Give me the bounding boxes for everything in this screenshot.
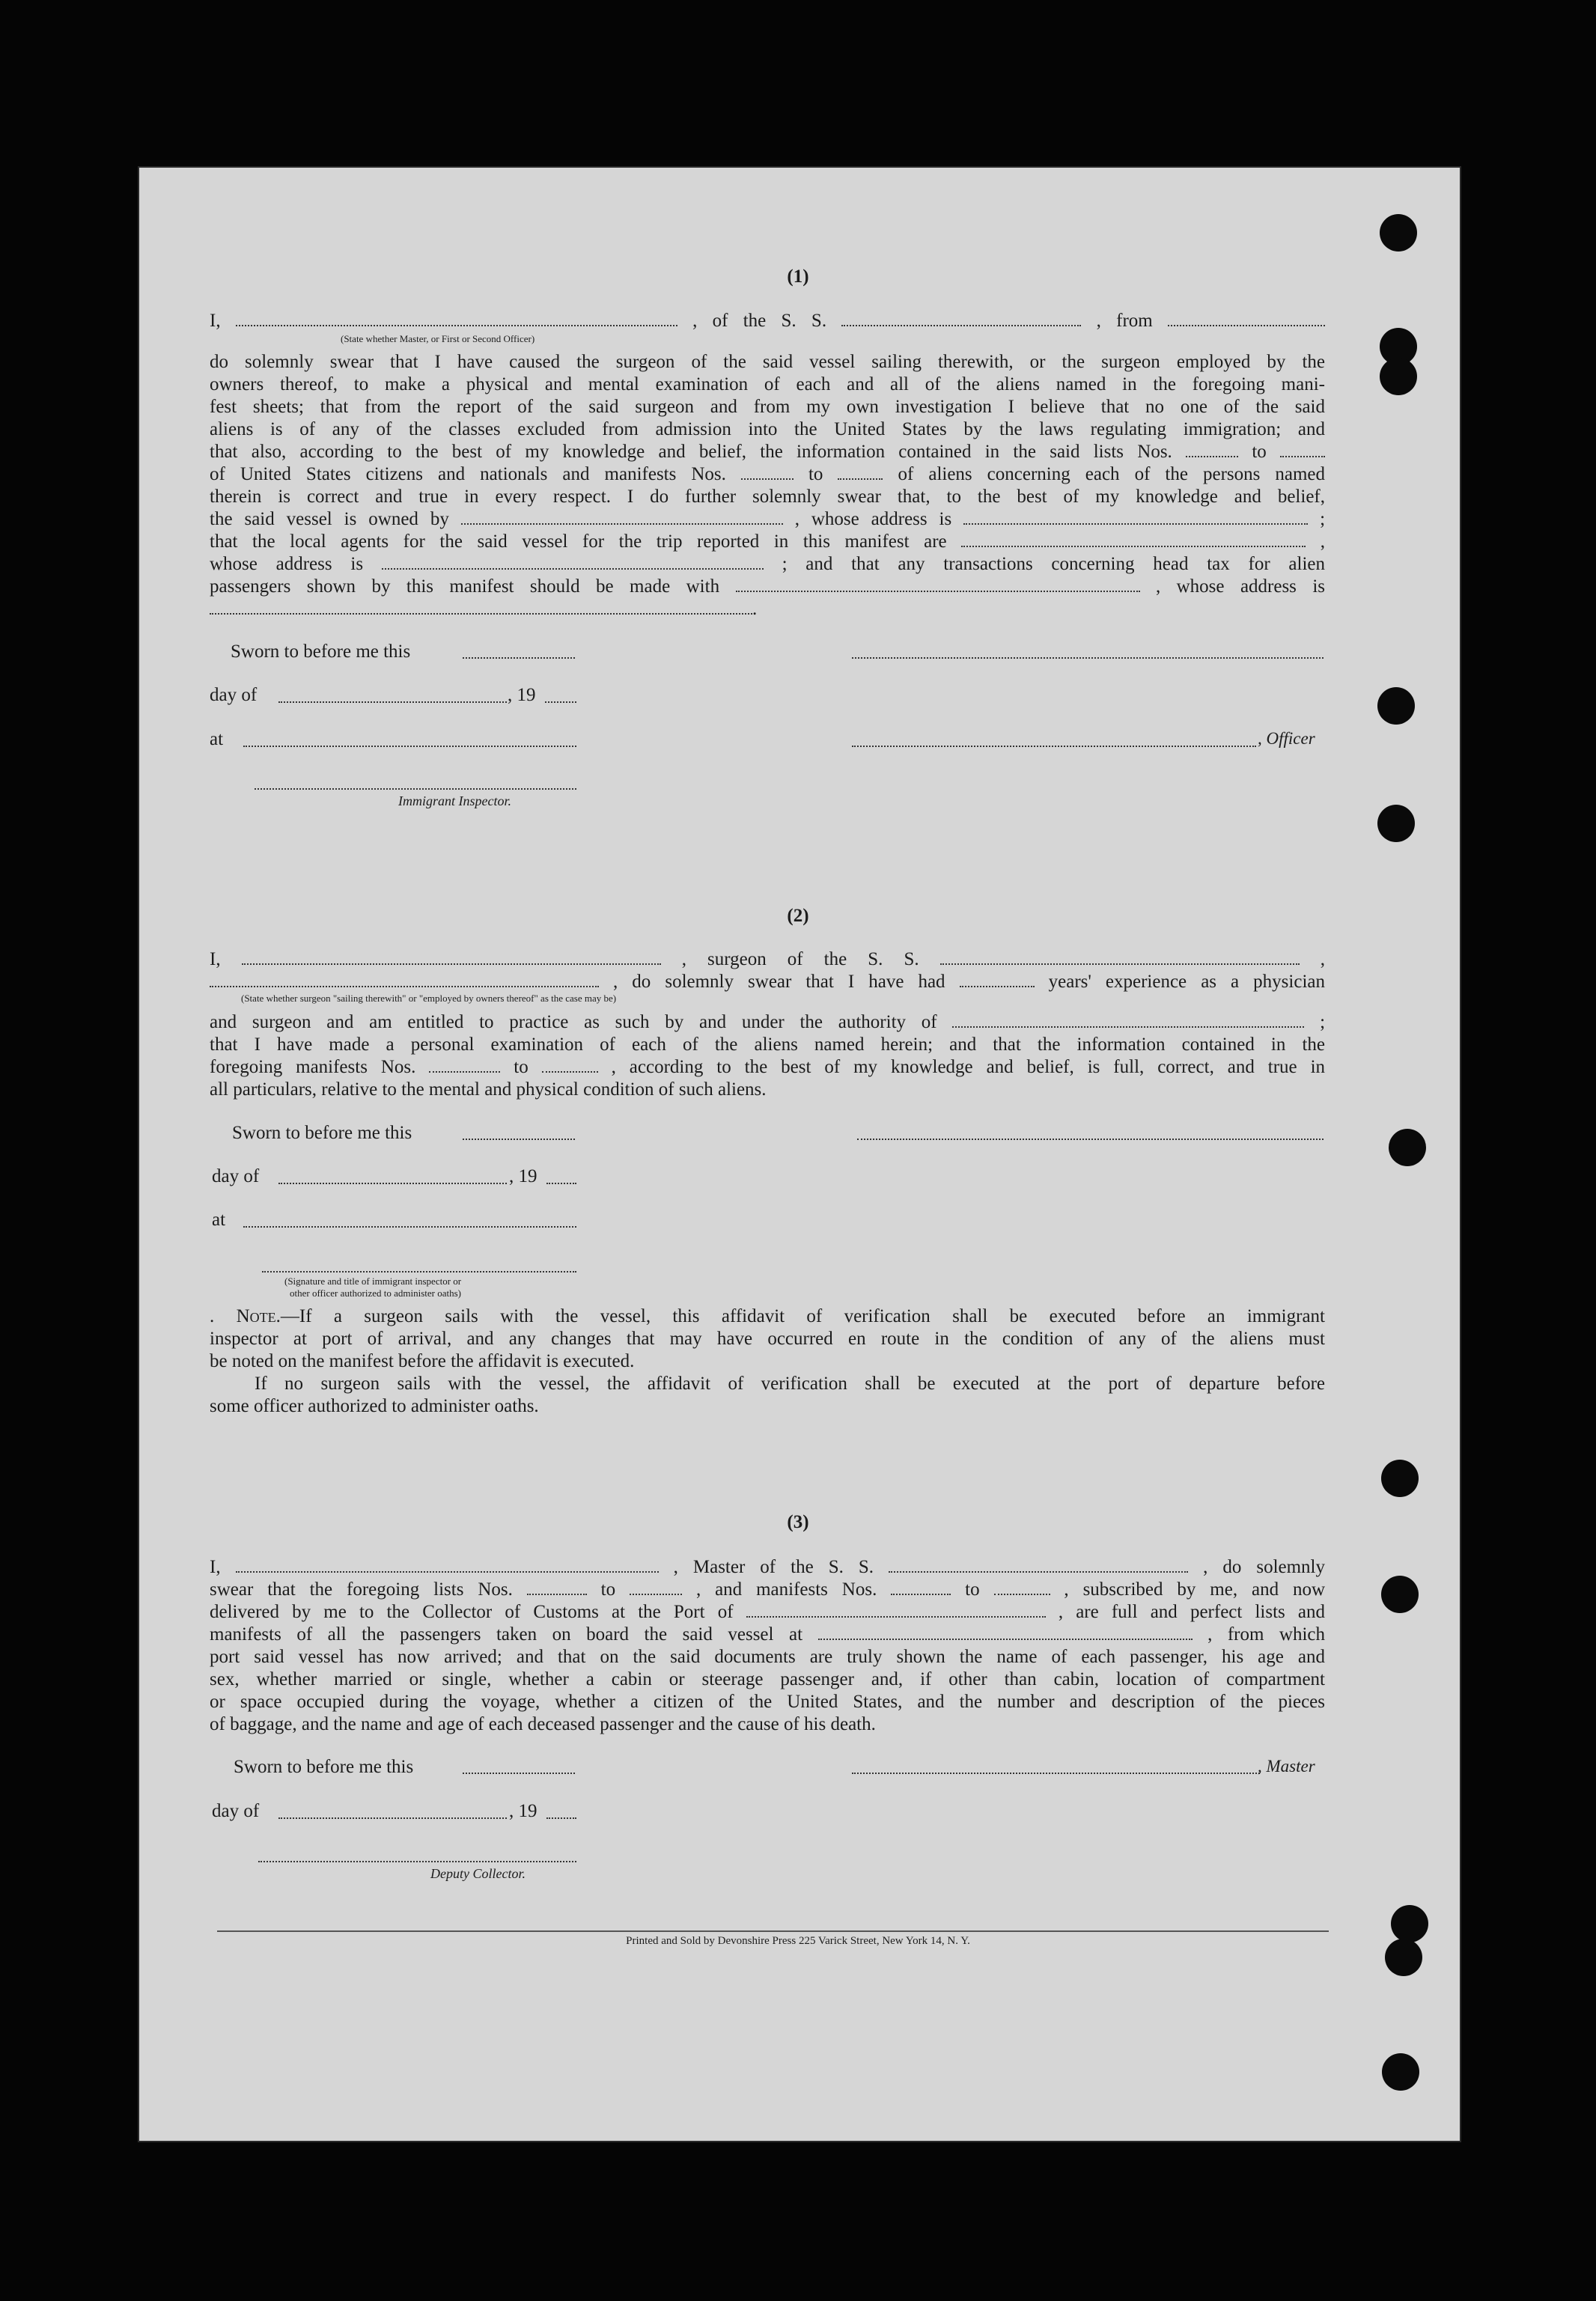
section-1-headtax-line: passengers shown by this manifest should be made with , whose address is [210,576,1326,597]
sworn-label: Sworn to before me this [231,641,411,662]
years-field[interactable] [960,972,1035,987]
section-1-number: (1) [787,266,809,287]
inspector-line[interactable] [262,1271,576,1273]
punch-hole [1382,2053,1419,2091]
vessel-field[interactable] [841,311,1081,326]
inspector-label: Immigrant Inspector. [398,793,511,808]
surgeon-type-field[interactable] [210,972,599,987]
lists-from[interactable] [527,1580,587,1595]
para-line: sex, whether married or single, whether a cabin or steerage passenger and, if other than cabin, location of compartment [210,1669,1325,1689]
year-field[interactable] [546,1817,576,1819]
section-1-line-1: I, , of the S. S. , from [210,310,1325,332]
sworn-day-field[interactable] [463,657,575,659]
year-field[interactable] [545,701,576,703]
para-line: do solemnly swear that I have caused the surgeon of the said vessel sailing therewith, or the surgeon employed by the [210,352,1325,372]
master-label: , Master [1258,1757,1315,1776]
lists-to[interactable] [630,1580,682,1595]
deputy-label: Deputy Collector. [430,1866,526,1881]
sworn-label: Sworn to before me this [232,1123,412,1143]
sworn-day-field[interactable] [463,1773,575,1774]
para-line: of baggage, and the name and age of each deceased passenger and the cause of his death. [210,1714,876,1734]
surgeon-manifest-from[interactable] [429,1058,500,1073]
punch-hole [1380,358,1417,395]
name-field[interactable] [236,311,677,326]
from-field[interactable] [1168,311,1325,326]
note-line: be noted on the manifest before the affidavit is executed. [210,1351,635,1371]
para-line: aliens is of any of the classes excluded from admission into the United States by the laws regulating immigration; and [210,419,1325,439]
punch-hole [1381,1576,1419,1613]
day-of-label: day of [210,685,258,705]
note-line: some officer authorized to administer oaths. [210,1396,539,1416]
headtax-field[interactable] [736,577,1140,592]
section-3-line-1: I, , Master of the S. S. , do solemnly [210,1557,1326,1577]
sworn-day-field[interactable] [463,1139,575,1140]
port-field[interactable] [746,1603,1046,1618]
agents-address-field[interactable] [382,555,764,570]
agents-field[interactable] [961,532,1306,547]
note-line-1: . Note.—If a surgeon sails with the vessel, this affidavit of verification shall be executed before an immigrant [210,1306,1325,1326]
officer-label: , Officer [1258,729,1315,748]
section-1-citizens-line: of United States citizens and nationals and manifests Nos. to of aliens concerning each of the persons named [210,464,1326,484]
year-label: , 19 [509,1801,537,1821]
section-2-line-2: , do solemnly swear that I have had years' experience as a physician [210,971,1325,993]
section-2-type-note: (State whether surgeon "sailing therewith" or "employed by owners thereof" as the case may be) [241,993,617,1004]
section-1-agents-line: that the local agents for the said vessel for the trip reported in this manifest are , [210,531,1326,552]
punch-hole [1377,805,1415,842]
para-line: port said vessel has now arrived; and that on the said documents are truly shown the name of each passenger, his age and [210,1647,1325,1667]
day-of-label: day of [212,1166,260,1186]
note-label: . Note. [210,1306,281,1326]
para-line: therein is correct and true in every respect. I do further solemnly swear that, to the best of my knowledge and belief, [210,487,1325,507]
at-field[interactable] [243,1226,576,1228]
day-of-field[interactable] [278,1817,507,1819]
section-3-line-2: swear that the foregoing lists Nos. to , and manifests Nos. to , subscribed by me, and now [210,1579,1326,1600]
section-1-lists-line: that also, according to the best of my knowledge and belief, the information contained in the said lists Nos. to [210,441,1325,463]
inspector-line[interactable] [255,788,576,790]
section-1-rank-note: (State whether Master, or First or Second Officer) [341,333,535,344]
owner-address-field[interactable] [963,510,1308,525]
master-vessel-field[interactable] [889,1558,1188,1573]
deputy-line[interactable] [258,1861,576,1862]
sig-note-1: (Signature and title of immigrant inspector or [284,1276,462,1287]
para-line: fest sheets; that from the report of the said surgeon and from my own investigation I believe that no one of the said [210,397,1325,417]
printer-footer: Printed and Sold by Devonshire Press 225 Varick Street, New York 14, N. Y. [626,1935,970,1947]
boarding-port-field[interactable] [818,1625,1193,1640]
section-1-address-line: whose address is ; and that any transactions concerning head tax for alien [210,554,1326,574]
surgeon-name-field[interactable] [242,950,661,965]
list-nos-to[interactable] [1280,442,1325,457]
manifest-nos-to[interactable] [838,465,883,480]
year-field[interactable] [546,1183,576,1184]
punch-hole [1389,1129,1426,1166]
punch-hole [1377,687,1415,725]
surgeon-vessel-field[interactable] [940,950,1300,965]
section-2-number: (2) [787,906,809,926]
manifests-to[interactable] [994,1580,1050,1595]
day-of-label: day of [212,1801,260,1821]
para-line: or space occupied during the voyage, whether a citizen of the United States, and the number and description of the pieces [210,1692,1325,1712]
note-line: If no surgeon sails with the vessel, the affidavit of verification shall be executed at the port of departure before [255,1374,1325,1394]
manifests-from[interactable] [891,1580,951,1595]
year-label: , 19 [509,1166,537,1186]
section-2-line-1: I, , surgeon of the S. S. , [210,949,1326,969]
signature-line[interactable] [852,657,1324,659]
para-line: all particulars, relative to the mental and physical condition of such aliens. [210,1079,767,1100]
section-2-line-3: and surgeon and am entitled to practice as such by and under the authority of ; [210,1012,1326,1032]
day-of-field[interactable] [278,701,507,703]
section-2-line-5: foregoing manifests Nos. to , according to the best of my knowledge and belief, is full, correct, and true in [210,1057,1326,1077]
owner-field[interactable] [461,510,783,525]
section-3-line-4: manifests of all the passengers taken on board the said vessel at , from which [210,1624,1326,1645]
list-nos-from[interactable] [1186,442,1238,457]
punch-hole [1381,1460,1419,1497]
officer-signature-line[interactable] [852,746,1256,747]
para-line: that I have made a personal examination of each of the aliens named herein; and that the information contained in the [210,1034,1325,1055]
surgeon-manifest-to[interactable] [542,1058,598,1073]
at-label: at [212,1210,226,1230]
sworn-label: Sworn to before me this [234,1757,414,1777]
day-of-field[interactable] [278,1183,507,1184]
year-label: , 19 [508,685,536,705]
at-field[interactable] [243,746,576,747]
manifest-nos-from[interactable] [741,465,794,480]
at-label: at [210,729,224,749]
headtax-address-field[interactable] [210,600,752,615]
authority-field[interactable] [952,1013,1304,1028]
section-3-line-3: delivered by me to the Collector of Customs at the Port of , are full and perfect lists and [210,1602,1326,1622]
footer-rule [217,1930,1329,1932]
sig-note-2: other officer authorized to administer oaths) [290,1287,461,1299]
punch-hole [1380,214,1417,252]
para-line: owners thereof, to make a physical and mental examination of each and all of the aliens named in the foregoing mani- [210,374,1325,394]
signature-line[interactable] [857,1139,1324,1140]
section-3-number: (3) [787,1512,809,1532]
master-signature-line[interactable] [852,1773,1260,1774]
note-line: inspector at port of arrival, and any changes that may have occurred en route in the condition of any of the aliens must [210,1329,1325,1349]
section-1-final-line: . [210,598,1325,621]
master-name-field[interactable] [236,1558,659,1573]
section-1-owner-line: the said vessel is owned by , whose address is ; [210,509,1326,529]
